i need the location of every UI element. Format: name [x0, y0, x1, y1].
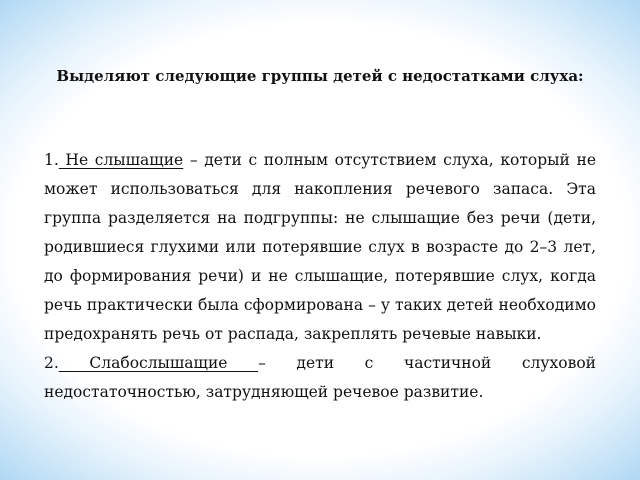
slide-body [44, 146, 596, 407]
list-item-number: 2. [44, 354, 59, 372]
slide-title: Выделяют следующие группы детей с недостатками слуха: [56, 67, 584, 85]
definition-deaf: – дети с полным отсутствием слуха, который не может использоваться для накопления речевого запаса. Эта группа разделяется на подгруппы: не слышащие без речи (дети, родившиеся глухими или потерявшие слух в возрасте до 2–3 лет, до формирования речи) и не слышащие, потерявшие слух, когда речь практически была сформирована – у таких детей необходимо предохранять речь от распада, закреплять речевые навыки. [44, 151, 596, 343]
definition-hard-of-hearing: – дети с частичной слуховой недостаточностью, затрудняющей речевое развитие. [44, 354, 596, 401]
list-item-deaf [44, 146, 596, 349]
list-item-hard-of-hearing [44, 349, 596, 407]
term-hard-of-hearing: Слабослышащие [58, 354, 259, 372]
term-deaf: Не слышащие [58, 151, 184, 169]
list-item-number: 1. [44, 151, 59, 169]
